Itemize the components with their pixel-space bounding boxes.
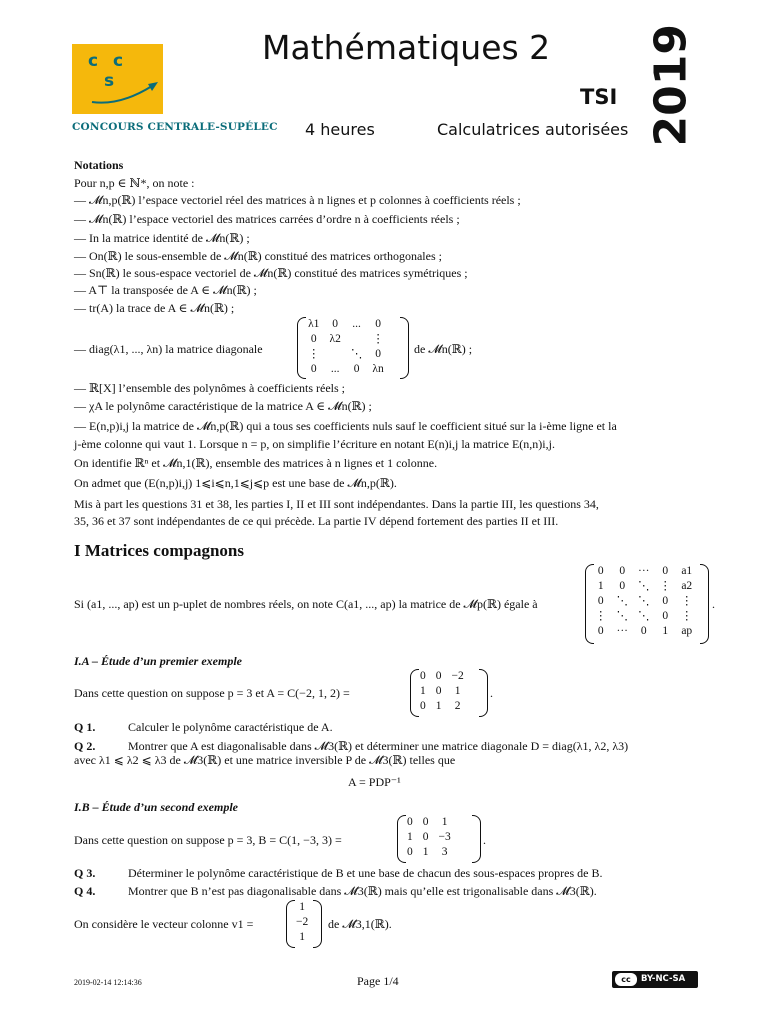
creative-commons-icon: cc (615, 973, 637, 986)
diag-matrix-table (303, 317, 389, 377)
matrix-cell: 0 (662, 610, 669, 622)
identify-text: On identifie ℝⁿ et 𝓜n,1(ℝ), ensemble des matrices à n lignes et 1 colonne. (74, 456, 438, 470)
independence-text: Mis à part les questions 31 et 38, les parties I, II et III sont indépendantes. Dans la partie III, les questions 34, (74, 497, 599, 511)
question-number-1: Q 1. (74, 720, 96, 734)
companion-matrix (585, 564, 709, 644)
question-text-1: Calculer le polynôme caractéristique de A. (128, 720, 333, 734)
matrix-cell: 0 (640, 625, 647, 637)
matrix-cell: ··· (638, 565, 650, 577)
matrix-cell: ⋮ (372, 333, 384, 345)
matrix-cell: ap (681, 625, 693, 637)
matrix-cell: 0 (332, 318, 339, 330)
diag-matrix (297, 317, 409, 379)
section-title: I Matrices compagnons (74, 541, 244, 560)
subsection-title: I.B – Étude d’un second exemple (74, 800, 238, 814)
matrix-cell: 0 (619, 580, 626, 592)
matrix-cell: 0 (422, 816, 429, 828)
matrix-cell: ⋱ (616, 610, 628, 622)
matrix-cell: 1 (597, 580, 604, 592)
logo-letter-s: s (104, 71, 115, 91)
question-number-3: Q 3. (74, 866, 96, 880)
vector-end: de 𝓜3,1(ℝ). (328, 917, 392, 931)
companion-definition: Si (a1, ..., ap) est un p-uplet de nombres réels, on note C(a1, ..., ap) la matrice de 𝓜p(ℝ) égale à (74, 597, 538, 611)
vector-v1 (286, 900, 322, 948)
question-number-4: Q 4. (74, 884, 96, 898)
matrix-cell: ⋮ (681, 610, 693, 622)
matrix-cell: a2 (681, 580, 693, 592)
matrix-cell: 0 (420, 670, 426, 682)
year-text: 2019 (645, 24, 697, 147)
matrix-cell: −3 (438, 831, 451, 843)
matrix-cell: 0 (422, 831, 429, 843)
subA-intro-end: . (490, 686, 493, 700)
matrix-cell: 1 (422, 846, 429, 858)
license-badge[interactable] (612, 971, 698, 988)
notation-item: — 𝓜n,p(ℝ) l’espace vectoriel réel des matrices à n lignes et p colonnes à coefficients réels ; (74, 193, 521, 207)
matrix-cell: 0 (619, 565, 626, 577)
question-text-3: Déterminer le polynôme caractéristique de B et une base de chacun des sous-espaces propres de B. (128, 866, 603, 880)
matrix-row (590, 609, 698, 624)
logo (72, 44, 163, 114)
matrix-row (590, 594, 698, 609)
matrix-cell: ⋮ (595, 610, 607, 622)
matrix-cell: a1 (681, 565, 693, 577)
subB-intro-end: . (483, 833, 486, 847)
matrix-cell: 0 (310, 333, 317, 345)
matrix-B (397, 815, 481, 863)
matrix-cell: ··· (616, 625, 628, 637)
subB-intro: Dans cette question on suppose p = 3, B = C(1, −3, 3) = (74, 833, 342, 847)
matrix-row (303, 317, 389, 332)
matrix-row (402, 830, 456, 845)
notation-item: — On(ℝ) le sous-ensemble de 𝓜n(ℝ) constitué des matrices orthogonales ; (74, 249, 442, 263)
matrix-row (402, 845, 456, 860)
calculator-label: Calculatrices autorisées (437, 120, 629, 139)
matrix-cell: 1 (407, 831, 413, 843)
matrix-cell: 0 (597, 625, 604, 637)
matrix-row (303, 347, 389, 362)
definition-end: . (712, 597, 715, 611)
matrix-cell: 0 (407, 816, 413, 828)
logo-letter-c1: c (88, 51, 99, 71)
page-title: Mathématiques 2 (262, 28, 551, 67)
matrix-cell: λ1 (308, 318, 320, 330)
matrix-cell: λ2 (329, 333, 341, 345)
matrix-cell: 0 (375, 348, 381, 360)
duration-label: 4 heures (305, 120, 375, 139)
matrix-cell: λn (372, 363, 384, 375)
matrix-row (415, 684, 469, 699)
matrix-cell: 0 (662, 565, 669, 577)
notation-item: — χA le polynôme caractéristique de la matrice A ∈ 𝓜n(ℝ) ; (74, 399, 372, 413)
matrix-row (402, 815, 456, 830)
matrix-cell: 0 (597, 565, 604, 577)
matrix-row (303, 362, 389, 377)
companion-matrix-table (590, 564, 698, 639)
matrix-cell: ... (330, 363, 340, 375)
matrix-cell: −2 (296, 916, 309, 928)
matrix-row (590, 579, 698, 594)
matrix-B-table (402, 815, 456, 860)
logo-graphic (72, 44, 163, 114)
matrix-row (303, 332, 389, 347)
matrix-cell: ⋱ (638, 580, 650, 592)
matrix-cell: 0 (407, 846, 413, 858)
subA-intro: Dans cette question on suppose p = 3 et A = C(−2, 1, 2) = (74, 686, 350, 700)
matrix-A (410, 669, 488, 717)
diag-prefix: — diag(λ1, ..., λn) la matrice diagonale (74, 342, 263, 356)
matrix-cell: 3 (441, 846, 448, 858)
matrix-row (590, 564, 698, 579)
matrix-cell: 0 (353, 363, 360, 375)
notations-intro: Pour n,p ∈ ℕ*, on note : (74, 176, 195, 190)
matrix-cell: 1 (441, 816, 448, 828)
diag-suffix: de 𝓜n(ℝ) ; (414, 342, 473, 356)
footer-timestamp: 2019-02-14 12:14:36 (74, 978, 142, 987)
matrix-cell: 0 (597, 595, 604, 607)
matrix-cell: ⋱ (616, 595, 628, 607)
matrix-cell: ... (352, 318, 361, 330)
matrix-cell: 1 (420, 685, 426, 697)
admit-text: On admet que (E(n,p)i,j) 1⩽i⩽n,1⩽j⩽p est une base de 𝓜n,p(ℝ). (74, 476, 397, 490)
matrix-cell: ⋱ (638, 595, 650, 607)
notations-heading: Notations (74, 158, 124, 172)
vector-intro: On considère le vecteur colonne v1 = (74, 917, 254, 931)
matrix-cell: 1 (435, 700, 442, 712)
matrix-cell: ⋱ (350, 348, 363, 360)
matrix-cell: 1 (299, 931, 305, 943)
matrix-cell: 0 (310, 363, 317, 375)
independence-text: 35, 36 et 37 sont indépendantes de ce qui précède. La partie IV dépend fortement des parties II et III. (74, 514, 559, 528)
matrix-cell: ⋮ (659, 580, 671, 592)
matrix-row (590, 624, 698, 639)
notation-item: — A⊤ la transposée de A ∈ 𝓜n(ℝ) ; (74, 283, 257, 297)
notation-item: — E(n,p)i,j la matrice de 𝓜n,p(ℝ) qui a tous ses coefficients nuls sauf le coefficient situé sur la i-ème ligne et la (74, 419, 617, 433)
matrix-cell: 1 (299, 901, 305, 913)
matrix-row (415, 699, 469, 714)
footer-page-number: Page 1/4 (357, 974, 399, 988)
matrix-cell: 0 (662, 595, 669, 607)
matrix-cell: −2 (451, 670, 464, 682)
license-label: BY-NC-SA (641, 974, 686, 984)
matrix-cell: 0 (435, 670, 442, 682)
matrix-row (415, 669, 469, 684)
notation-item-cont: j-ème colonne qui vaut 1. Lorsque n = p, on simplifie l’écriture en notant E(n)i,j la matrice E(n,n)i,j. (74, 437, 555, 451)
question-number-2: Q 2. (74, 739, 96, 753)
matrix-cell (325, 347, 346, 362)
matrix-cell: 0 (420, 700, 426, 712)
notation-item: — ℝ[X] l’ensemble des polynômes à coefficients réels ; (74, 381, 346, 395)
matrix-cell: 1 (662, 625, 669, 637)
logo-letter-c2: c (113, 51, 124, 71)
year-label (645, 24, 697, 147)
question-text-4: Montrer que B n’est pas diagonalisable dans 𝓜3(ℝ) mais qu’elle est trigonalisable dans 𝓜3(ℝ). (128, 884, 597, 898)
notation-item: — 𝓜n(ℝ) l’espace vectoriel des matrices carrées d’ordre n à coefficients réels ; (74, 212, 460, 226)
question-text-2: Montrer que A est diagonalisable dans 𝓜3(ℝ) et déterminer une matrice diagonale D = diag(λ1, λ2, λ3) (128, 739, 629, 753)
notation-item: — Sn(ℝ) le sous-espace vectoriel de 𝓜n(ℝ) constitué des matrices symétriques ; (74, 266, 468, 280)
notation-item: — tr(A) la trace de A ∈ 𝓜n(ℝ) ; (74, 301, 235, 315)
matrix-cell: 1 (454, 685, 461, 697)
question-text-2-cont: avec λ1 ⩽ λ2 ⩽ λ3 de 𝓜3(ℝ) et une matrice inversible P de 𝓜3(ℝ) telles que (74, 753, 456, 767)
matrix-cell: ⋱ (638, 610, 650, 622)
matrix-cell: 0 (435, 685, 442, 697)
matrix-cell: 0 (375, 318, 381, 330)
subsection-title: I.A – Étude d’un premier exemple (74, 654, 242, 668)
notation-item: — In la matrice identité de 𝓜n(ℝ) ; (74, 231, 250, 245)
matrix-cell (346, 332, 368, 347)
matrix-cell: ⋮ (681, 595, 693, 607)
matrix-cell: 2 (454, 700, 461, 712)
matrix-cell: ⋮ (308, 348, 320, 360)
formula: A = PDP⁻¹ (348, 775, 401, 789)
matrix-A-table (415, 669, 469, 714)
filiere-label: TSI (580, 85, 618, 109)
logo-text: CONCOURS CENTRALE-SUPÉLEC (72, 121, 278, 133)
